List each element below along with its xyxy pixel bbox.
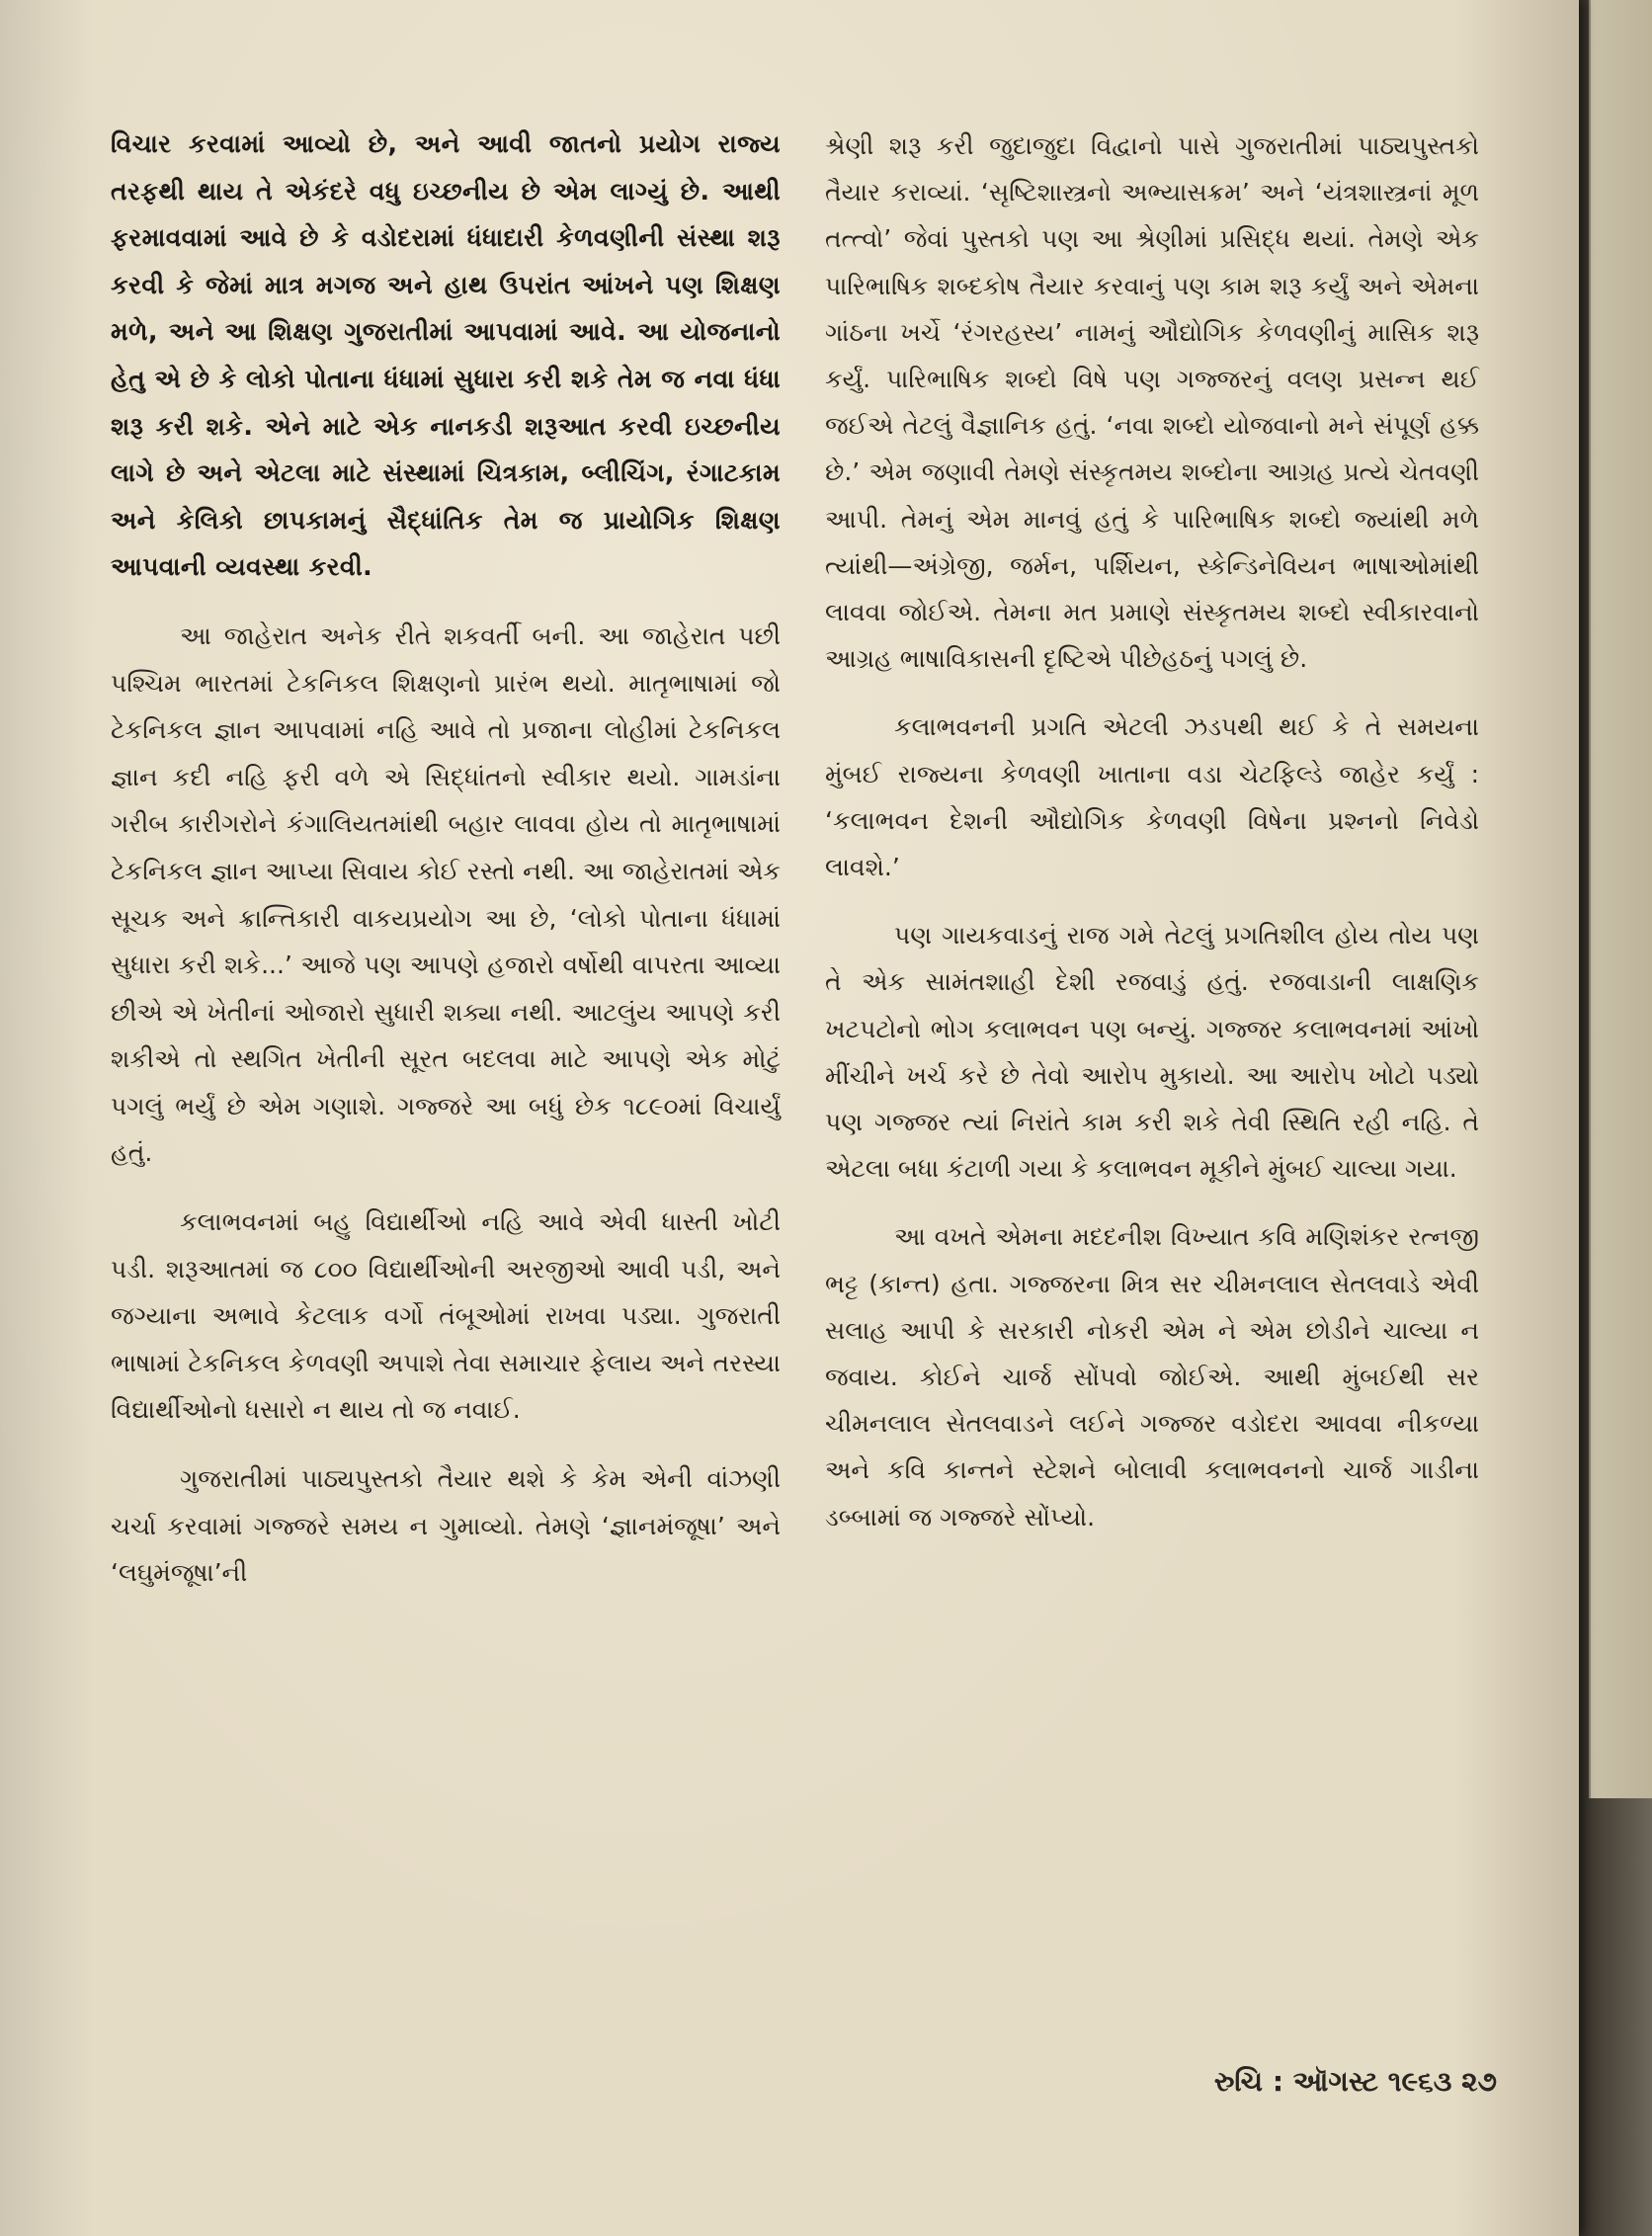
right-paragraph-4: આ વખતે એમના મદદનીશ વિખ્યાત કવિ મણિશંકર રત્નજી ભટ્ટ (કાન્ત) હતા. ગજ્જરના મિત્ર સર ચીમનલાલ સેતલવાડે એવી સલાહ આપી કે સરકારી નોકરી એમ ને એમ છોડીને ચાલ્યા ન જવાય. કોઈને ચાર્જ સોંપવો જોઈએ. આથી મુંબઈથી સર ચીમનલાલ સેતલવાડને લઈને ગજ્જર વડોદરા આવવા નીકળ્યા અને કવિ કાન્તને સ્ટેશને બોલાવી કલાભવનનો ચાર્જ ગાડીના ડબ્બામાં જ ગજ્જરે સોંપ્યો.: [825, 1222, 1479, 1532]
adjacent-page-edge: [1589, 0, 1652, 1798]
left-paragraph-1: વિચાર કરવામાં આવ્યો છે, અને આવી જાતનો પ્રયોગ રાજ્ય તરફથી થાય તે એકંદરે વધુ ઇચ્છનીય છે એમ લાગ્યું છે. આથી ફરમાવવામાં આવે છે કે વડોદરામાં ધંધાદારી કેળવણીની સંસ્થા શરૂ કરવી કે જેમાં માત્ર મગજ અને હાથ ઉપરાંત આંખને પણ શિક્ષણ મળે, અને આ શિક્ષણ ગુજરાતીમાં આપવામાં આવે. આ યોજનાનો હેતુ એ છે કે લોકો પોતાના ધંધામાં સુધારા કરી શકે તેમ જ નવા ધંધા શરૂ કરી શકે. એને માટે એક નાનકડી શરૂઆત કરવી ઇચ્છનીય લાગે છે અને એટલા માટે સંસ્થામાં ચિત્રકામ, બ્લીચિંગ, રંગાટકામ અને કેલિકો છાપકામનું સૈદ્ધાંતિક તેમ જ પ્રાયોગિક શિક્ષણ આપવાની વ્યવસ્થા કરવી.: [111, 129, 781, 582]
right-paragraph-3: પણ ગાયકવાડનું રાજ ગમે તેટલું પ્રગતિશીલ હોય તોય પણ તે એક સામંતશાહી દેશી રજવાડું હતું. રજવાડાની લાક્ષણિક ખટપટોનો ભોગ કલાભવન પણ બન્યું. ગજ્જર કલાભવનમાં આંખો મીંચીને ખર્ચ કરે છે તેવો આરોપ મુકાયો. આ આરોપ ખોટો પડ્યો પણ ગજ્જર ત્યાં નિરાંતે કામ કરી શકે તેવી સ્થિતિ રહી નહિ. તે એટલા બધા કંટાળી ગયા કે કલાભવન મૂકીને મુંબઈ ચાલ્યા ગયા.: [825, 921, 1479, 1184]
left-paragraph-2: આ જાહેરાત અનેક રીતે શકવર્તી બની. આ જાહેરાત પછી પશ્ચિમ ભારતમાં ટેકનિકલ શિક્ષણનો પ્રારંભ થયો. માતૃભાષામાં જો ટેકનિકલ જ્ઞાન આપવામાં નહિ આવે તો પ્રજાના લોહીમાં ટેકનિકલ જ્ઞાન કદી નહિ ફરી વળે એ સિદ્ધાંતનો સ્વીકાર થયો. ગામડાંના ગરીબ કારીગરોને કંગાલિયતમાંથી બહાર લાવવા હોય તો માતૃભાષામાં ટેકનિકલ જ્ઞાન આપ્યા સિવાય કોઈ રસ્તો નથી. આ જાહેરાતમાં એક સૂચક અને ક્રાન્તિકારી વાકયપ્રયોગ આ છે, ‘લોકો પોતાના ધંધામાં સુધારા કરી શકે...’ આજે પણ આપણે હજારો વર્ષોથી વાપરતા આવ્યા છીએ એ ખેતીનાં ઓજારો સુધારી શક્યા નથી. આટલુંય આપણે કરી શકીએ તો સ્થગિત ખેતીની સૂરત બદલવા માટે આપણે એક મોટું પગલું ભર્યું છે એમ ગણાશે. ગજ્જરે આ બધું છેક ૧૮૯૦માં વિચાર્યું હતું.: [111, 621, 781, 1168]
left-column: [111, 121, 781, 1597]
right-paragraph-2: કલાભવનની પ્રગતિ એટલી ઝડપથી થઈ કે તે સમયના મુંબઈ રાજ્યના કેળવણી ખાતાના વડા ચેટફિલ્ડે જાહેર કર્યું : ‘કલાભવન દેશની ઔદ્યોગિક કેળવણી વિષેના પ્રશ્નનો નિવેડો લાવશે.’: [825, 712, 1479, 882]
right-paragraph-1: શ્રેણી શરૂ કરી જુદાજુદા વિદ્વાનો પાસે ગુજરાતીમાં પાઠ્યપુસ્તકો તૈયાર કરાવ્યાં. ‘સૃષ્ટિશાસ્ત્રનો અભ્યાસક્રમ’ અને ‘યંત્રશાસ્ત્રનાં મૂળ તત્ત્વો’ જેવાં પુસ્તકો પણ આ શ્રેણીમાં પ્રસિદ્ધ થયાં. તેમણે એક પારિભાષિક શબ્દકોષ તૈયાર કરવાનું પણ કામ શરૂ કર્યું અને એમના ગાંઠના ખર્ચે ‘રંગરહસ્ય’ નામનું ઔદ્યોગિક કેળવણીનું માસિક શરૂ કર્યું. પારિભાષિક શબ્દો વિષે પણ ગજ્જરનું વલણ પ્રસન્ન થઈ જઈએ તેટલું વૈજ્ઞાનિક હતું. ‘નવા શબ્દો યોજવાનો મને સંપૂર્ણ હક્ક છે.’ એમ જણાવી તેમણે સંસ્કૃતમય શબ્દોના આગ્રહ પ્રત્યે ચેતવણી આપી. તેમનું એમ માનવું હતું કે પારિભાષિક શબ્દો જ્યાંથી મળે ત્યાંથી—અંગ્રેજી, જર્મન, પર્શિયન, સ્કેન્ડિનેવિયન ભાષાઓમાંથી લાવવા જોઈએ. તેમના મત પ્રમાણે સંસ્કૃતમય શબ્દો સ્વીકારવાનો આગ્રહ ભાષાવિકાસની દૃષ્ટિએ પીછેહઠનું પગલું છે.: [825, 131, 1479, 674]
right-column: [825, 123, 1479, 1540]
page-footer: રુચિ : ઑગસ્ટ ૧૯૬૩ ૨૭: [1213, 2065, 1497, 2098]
left-paragraph-3: કલાભવનમાં બહુ વિદ્યાર્થીઓ નહિ આવે એવી ધાસ્તી ખોટી પડી. શરૂઆતમાં જ ૮૦૦ વિદ્યાર્થીઓની અરજીઓ આવી પડી, અને જગ્યાના અભાવે કેટલાક વર્ગો તંબૂઓમાં રાખવા પડ્યા. ગુજરાતી ભાષામાં ટેકનિકલ કેળવણી અપાશે તેવા સમાચાર ફેલાય અને તરસ્યા વિદ્યાર્થીઓનો ધસારો ન થાય તો જ નવાઈ.: [111, 1207, 781, 1425]
left-paragraph-4: ગુજરાતીમાં પાઠ્યપુસ્તકો તૈયાર થશે કે કેમ એની વાંઝણી ચર્ચા કરવામાં ગજ્જરે સમય ન ગુમાવ્યો. તેમણે ‘જ્ઞાનમંજૂષા’ અને ‘લઘુમંજૂષા’ની: [111, 1464, 781, 1588]
